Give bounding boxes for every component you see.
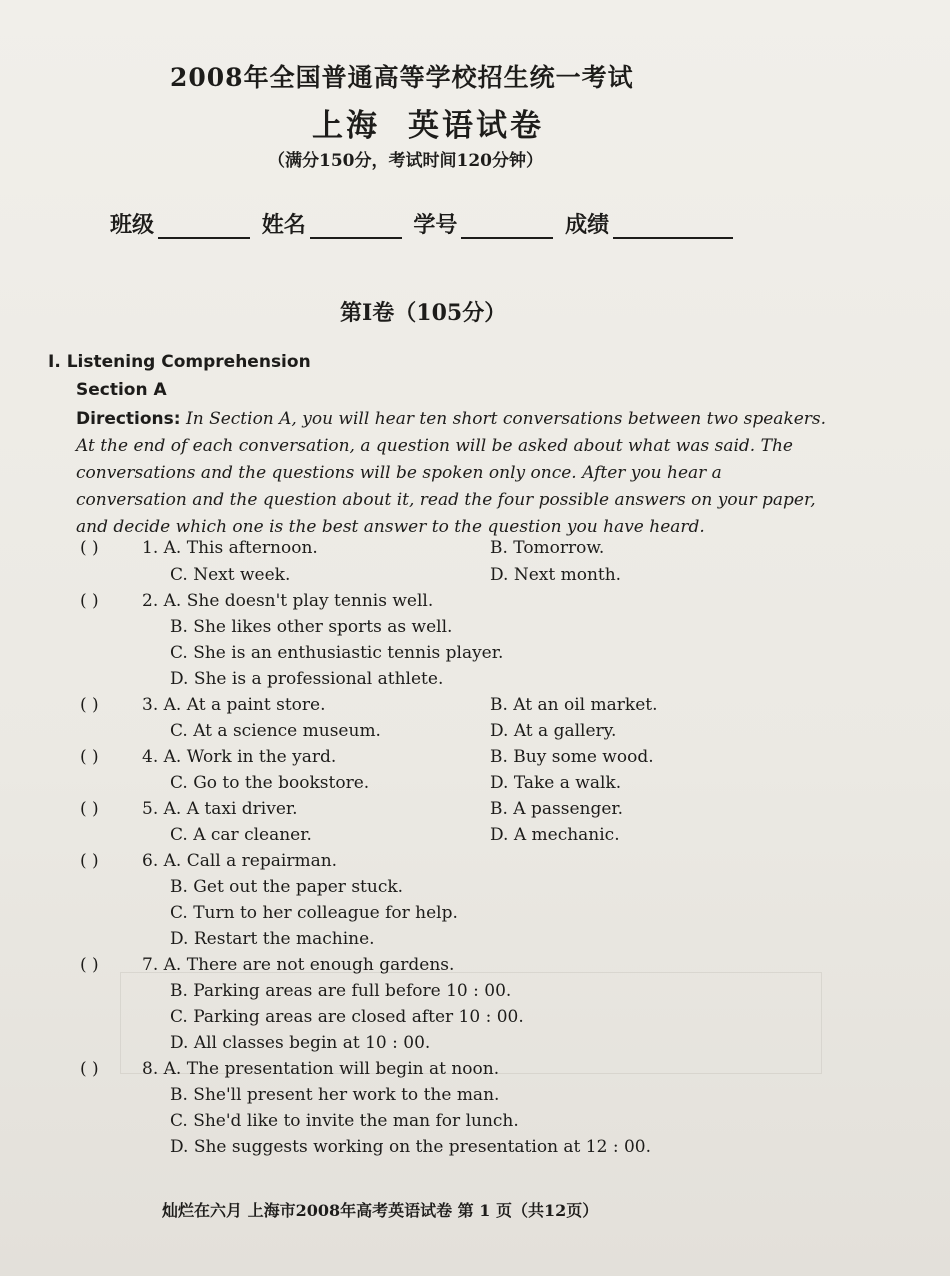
option-b: B. At an oil market. — [490, 695, 658, 715]
option-c: C. Turn to her colleague for help. — [170, 903, 458, 923]
option-b: B. She likes other sports as well. — [170, 617, 453, 637]
directions — [76, 406, 836, 541]
option-d: D. Take a walk. — [490, 773, 622, 793]
option-a: A. The presentation will begin at noon. — [163, 1059, 500, 1079]
score-blank[interactable] — [613, 215, 733, 239]
option-b: B. Parking areas are full before 10 : 00. — [170, 981, 512, 1001]
directions-text: In Section A, you will hear ten short conversations between two speakers. At the end of each conversation, a question will be asked about what was said. The conversations and the questions will be spoken only once. After you hear a conversation and the question about it, read the four possible answers on your paper, and decide which one is the best answer to the question you have heard. — [76, 409, 827, 537]
answer-paren[interactable]: ( ) — [80, 1059, 99, 1079]
student-info-row — [110, 208, 737, 239]
answer-paren[interactable]: ( ) — [80, 591, 99, 611]
question-number: 8. — [142, 1059, 159, 1079]
option-c: C. She'd like to invite the man for lunch. — [170, 1111, 519, 1131]
option-b: B. A passenger. — [490, 799, 624, 819]
page-footer: 灿烂在六月 上海市2008年高考英语试卷 第 1 页（共12页） — [162, 1201, 599, 1220]
option-d: D. A mechanic. — [490, 825, 620, 845]
answer-paren[interactable]: ( ) — [80, 955, 99, 975]
directions-label: Directions: — [76, 409, 181, 429]
question-number: 2. — [142, 591, 159, 611]
name-label: 姓名 — [261, 212, 306, 238]
option-c: C. Go to the bookstore. — [170, 773, 370, 793]
option-c: C. She is an enthusiastic tennis player. — [170, 643, 504, 663]
exam-title: 2008年全国普通高等学校招生统一考试 — [170, 63, 634, 92]
exam-subject: 英语试卷 — [408, 108, 544, 144]
question-3 — [80, 695, 326, 715]
part-title: 第Ⅰ卷（105分） — [340, 300, 507, 326]
option-d: D. All classes begin at 10 : 00. — [170, 1033, 431, 1053]
class-label: 班级 — [110, 212, 155, 238]
option-c: C. At a science museum. — [170, 721, 381, 741]
question-number: 6. — [142, 851, 159, 871]
option-a: A. A taxi driver. — [163, 799, 298, 819]
exam-city: 上海 — [312, 108, 380, 144]
option-a: A. She doesn't play tennis well. — [163, 591, 434, 611]
question-number: 5. — [142, 799, 159, 819]
option-d: D. Next month. — [490, 565, 622, 585]
option-a: A. Call a repairman. — [163, 851, 338, 871]
option-c: C. A car cleaner. — [170, 825, 312, 845]
option-a: A. There are not enough gardens. — [163, 955, 455, 975]
question-4 — [80, 747, 336, 767]
id-label: 学号 — [413, 212, 458, 238]
question-number: 4. — [142, 747, 159, 767]
class-blank[interactable] — [158, 215, 250, 239]
question-number: 3. — [142, 695, 159, 715]
question-2 — [80, 591, 433, 611]
answer-paren[interactable]: ( ) — [80, 851, 99, 871]
option-d: D. At a gallery. — [490, 721, 617, 741]
option-d: D. Restart the machine. — [170, 929, 375, 949]
answer-paren[interactable]: ( ) — [80, 747, 99, 767]
question-8 — [80, 1059, 499, 1079]
option-d: D. She is a professional athlete. — [170, 669, 444, 689]
question-5 — [80, 799, 298, 819]
option-c: C. Parking areas are closed after 10 : 00. — [170, 1007, 524, 1027]
option-b: B. Get out the paper stuck. — [170, 877, 404, 897]
option-b: B. She'll present her work to the man. — [170, 1085, 500, 1105]
option-b: B. Tomorrow. — [490, 538, 605, 558]
exam-score-time: （满分150分，考试时间120分钟） — [268, 151, 543, 171]
name-blank[interactable] — [310, 215, 402, 239]
answer-paren[interactable]: ( ) — [80, 538, 99, 558]
option-b: B. Buy some wood. — [490, 747, 654, 767]
option-a: A. At a paint store. — [163, 695, 326, 715]
answer-paren[interactable]: ( ) — [80, 695, 99, 715]
question-1 — [80, 538, 318, 558]
question-number: 1. — [142, 538, 159, 558]
section-sub: Section A — [76, 380, 167, 400]
question-6 — [80, 851, 337, 871]
option-a: A. This afternoon. — [163, 538, 318, 558]
option-d: D. She suggests working on the presentation at 12 : 00. — [170, 1137, 651, 1157]
question-number: 7. — [142, 955, 159, 975]
option-c: C. Next week. — [170, 565, 291, 585]
section-heading: I. Listening Comprehension — [48, 352, 311, 372]
exam-subtitle — [312, 100, 544, 145]
answer-paren[interactable]: ( ) — [80, 799, 99, 819]
option-a: A. Work in the yard. — [163, 747, 337, 767]
score-label: 成绩 — [565, 212, 610, 238]
id-blank[interactable] — [461, 215, 553, 239]
question-7 — [80, 955, 454, 975]
